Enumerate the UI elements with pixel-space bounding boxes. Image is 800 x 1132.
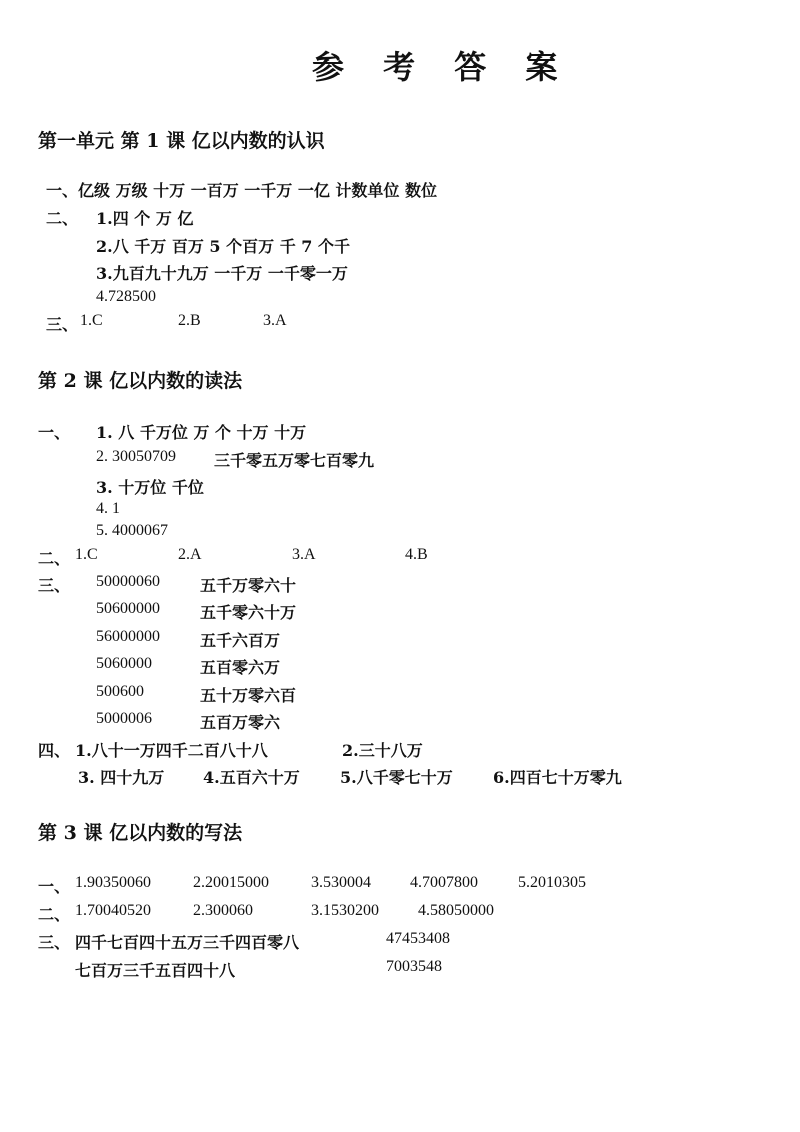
s2-q4-answer-4: 4.五百六十万 [203, 768, 300, 787]
s1-question-1: 一、亿级 万级 十万 一百万 一千万 一亿 计数单位 数位 [46, 181, 437, 200]
s2-q3-row-text: 五百万零六 [200, 713, 281, 732]
s3-q2-answer: 2.300060 [193, 902, 253, 919]
page-title: 参 考 答 案 [312, 48, 572, 86]
s2-q1-answer-5: 5. 4000067 [96, 522, 168, 539]
s2-q4-answer-2: 2.三十八万 [342, 741, 423, 760]
s2-q3-row-number: 56000000 [96, 628, 160, 645]
s2-q3-row-number: 500600 [96, 683, 144, 700]
s2-q2-answer-3: 3.A [292, 546, 316, 563]
s2-question-3-label: 三、 [38, 576, 71, 595]
s3-q1-answer: 5.2010305 [518, 874, 586, 891]
s1-question-3-label: 三、 [46, 315, 79, 334]
s1-q2-answer-3: 3.九百九十九万 一千万 一千零一万 [96, 264, 348, 283]
s1-q3-answer-1: 1.C [80, 312, 103, 329]
s2-q1-answer-1: 1. 八 千万位 万 个 十万 十万 [96, 423, 307, 442]
s3-q1-answer: 4.7007800 [410, 874, 478, 891]
s2-q4-answer-5: 5.八千零七十万 [340, 768, 453, 787]
s2-q4-answer-1: 1.八十一万四千二百八十八 [75, 741, 268, 760]
s2-q4-answer-6: 6.四百七十万零九 [493, 768, 622, 787]
s2-q4-answer-3: 3. 四十九万 [78, 768, 165, 787]
s2-q1-answer-2-text: 三千零五万零七百零九 [214, 451, 375, 470]
s2-q3-row-number: 5000006 [96, 710, 152, 727]
s1-q3-answer-2: 2.B [178, 312, 201, 329]
s2-question-2-label: 二、 [38, 549, 71, 568]
section-3-heading: 第 3 课 亿以内数的写法 [38, 822, 243, 844]
s2-q2-answer-2: 2.A [178, 546, 202, 563]
s2-q1-answer-3: 3. 十万位 千位 [96, 478, 204, 497]
s3-question-1-label: 一、 [38, 877, 71, 896]
s2-q2-answer-1: 1.C [75, 546, 98, 563]
s2-question-4-label: 四、 [38, 741, 71, 760]
s1-q2-answer-4: 4.728500 [96, 288, 156, 305]
s2-question-1-label: 一、 [38, 423, 71, 442]
s2-q3-row-text: 五千零六十万 [200, 603, 297, 622]
s1-q3-answer-3: 3.A [263, 312, 287, 329]
s3-q3-answer-2-number: 7003548 [386, 958, 442, 975]
s2-q3-row-number: 50600000 [96, 600, 160, 617]
s2-q1-answer-2-number: 2. 30050709 [96, 448, 176, 465]
s3-question-3-label: 三、 [38, 933, 71, 952]
s2-q2-answer-4: 4.B [405, 546, 428, 563]
s3-q1-answer: 2.20015000 [193, 874, 269, 891]
s2-q1-answer-4: 4. 1 [96, 500, 120, 517]
s3-q3-answer-1-number: 47453408 [386, 930, 450, 947]
s3-q3-answer-1-text: 四千七百四十五万三千四百零八 [75, 933, 300, 952]
s2-q3-row-number: 5060000 [96, 655, 152, 672]
s3-q2-answer: 3.1530200 [311, 902, 379, 919]
s3-question-2-label: 二、 [38, 905, 71, 924]
s3-q1-answer: 3.530004 [311, 874, 371, 891]
s1-question-2-label: 二、 [46, 209, 79, 228]
s2-q3-row-text: 五十万零六百 [200, 686, 297, 705]
s1-q2-answer-1: 1.四 个 万 亿 [96, 209, 194, 228]
s2-q3-row-text: 五千六百万 [200, 631, 281, 650]
s3-q2-answer: 1.70040520 [75, 902, 151, 919]
s3-q1-answer: 1.90350060 [75, 874, 151, 891]
section-2-heading: 第 2 课 亿以内数的读法 [38, 370, 243, 392]
s3-q2-answer: 4.58050000 [418, 902, 494, 919]
s2-q3-row-text: 五百零六万 [200, 658, 281, 677]
s2-q3-row-number: 50000060 [96, 573, 160, 590]
s2-q3-row-text: 五千万零六十 [200, 576, 297, 595]
section-1-heading: 第一单元 第 1 课 亿以内数的认识 [38, 130, 325, 152]
s1-q2-answer-2: 2.八 千万 百万 5 个百万 千 7 个千 [96, 237, 350, 256]
s3-q3-answer-2-text: 七百万三千五百四十八 [75, 961, 236, 980]
